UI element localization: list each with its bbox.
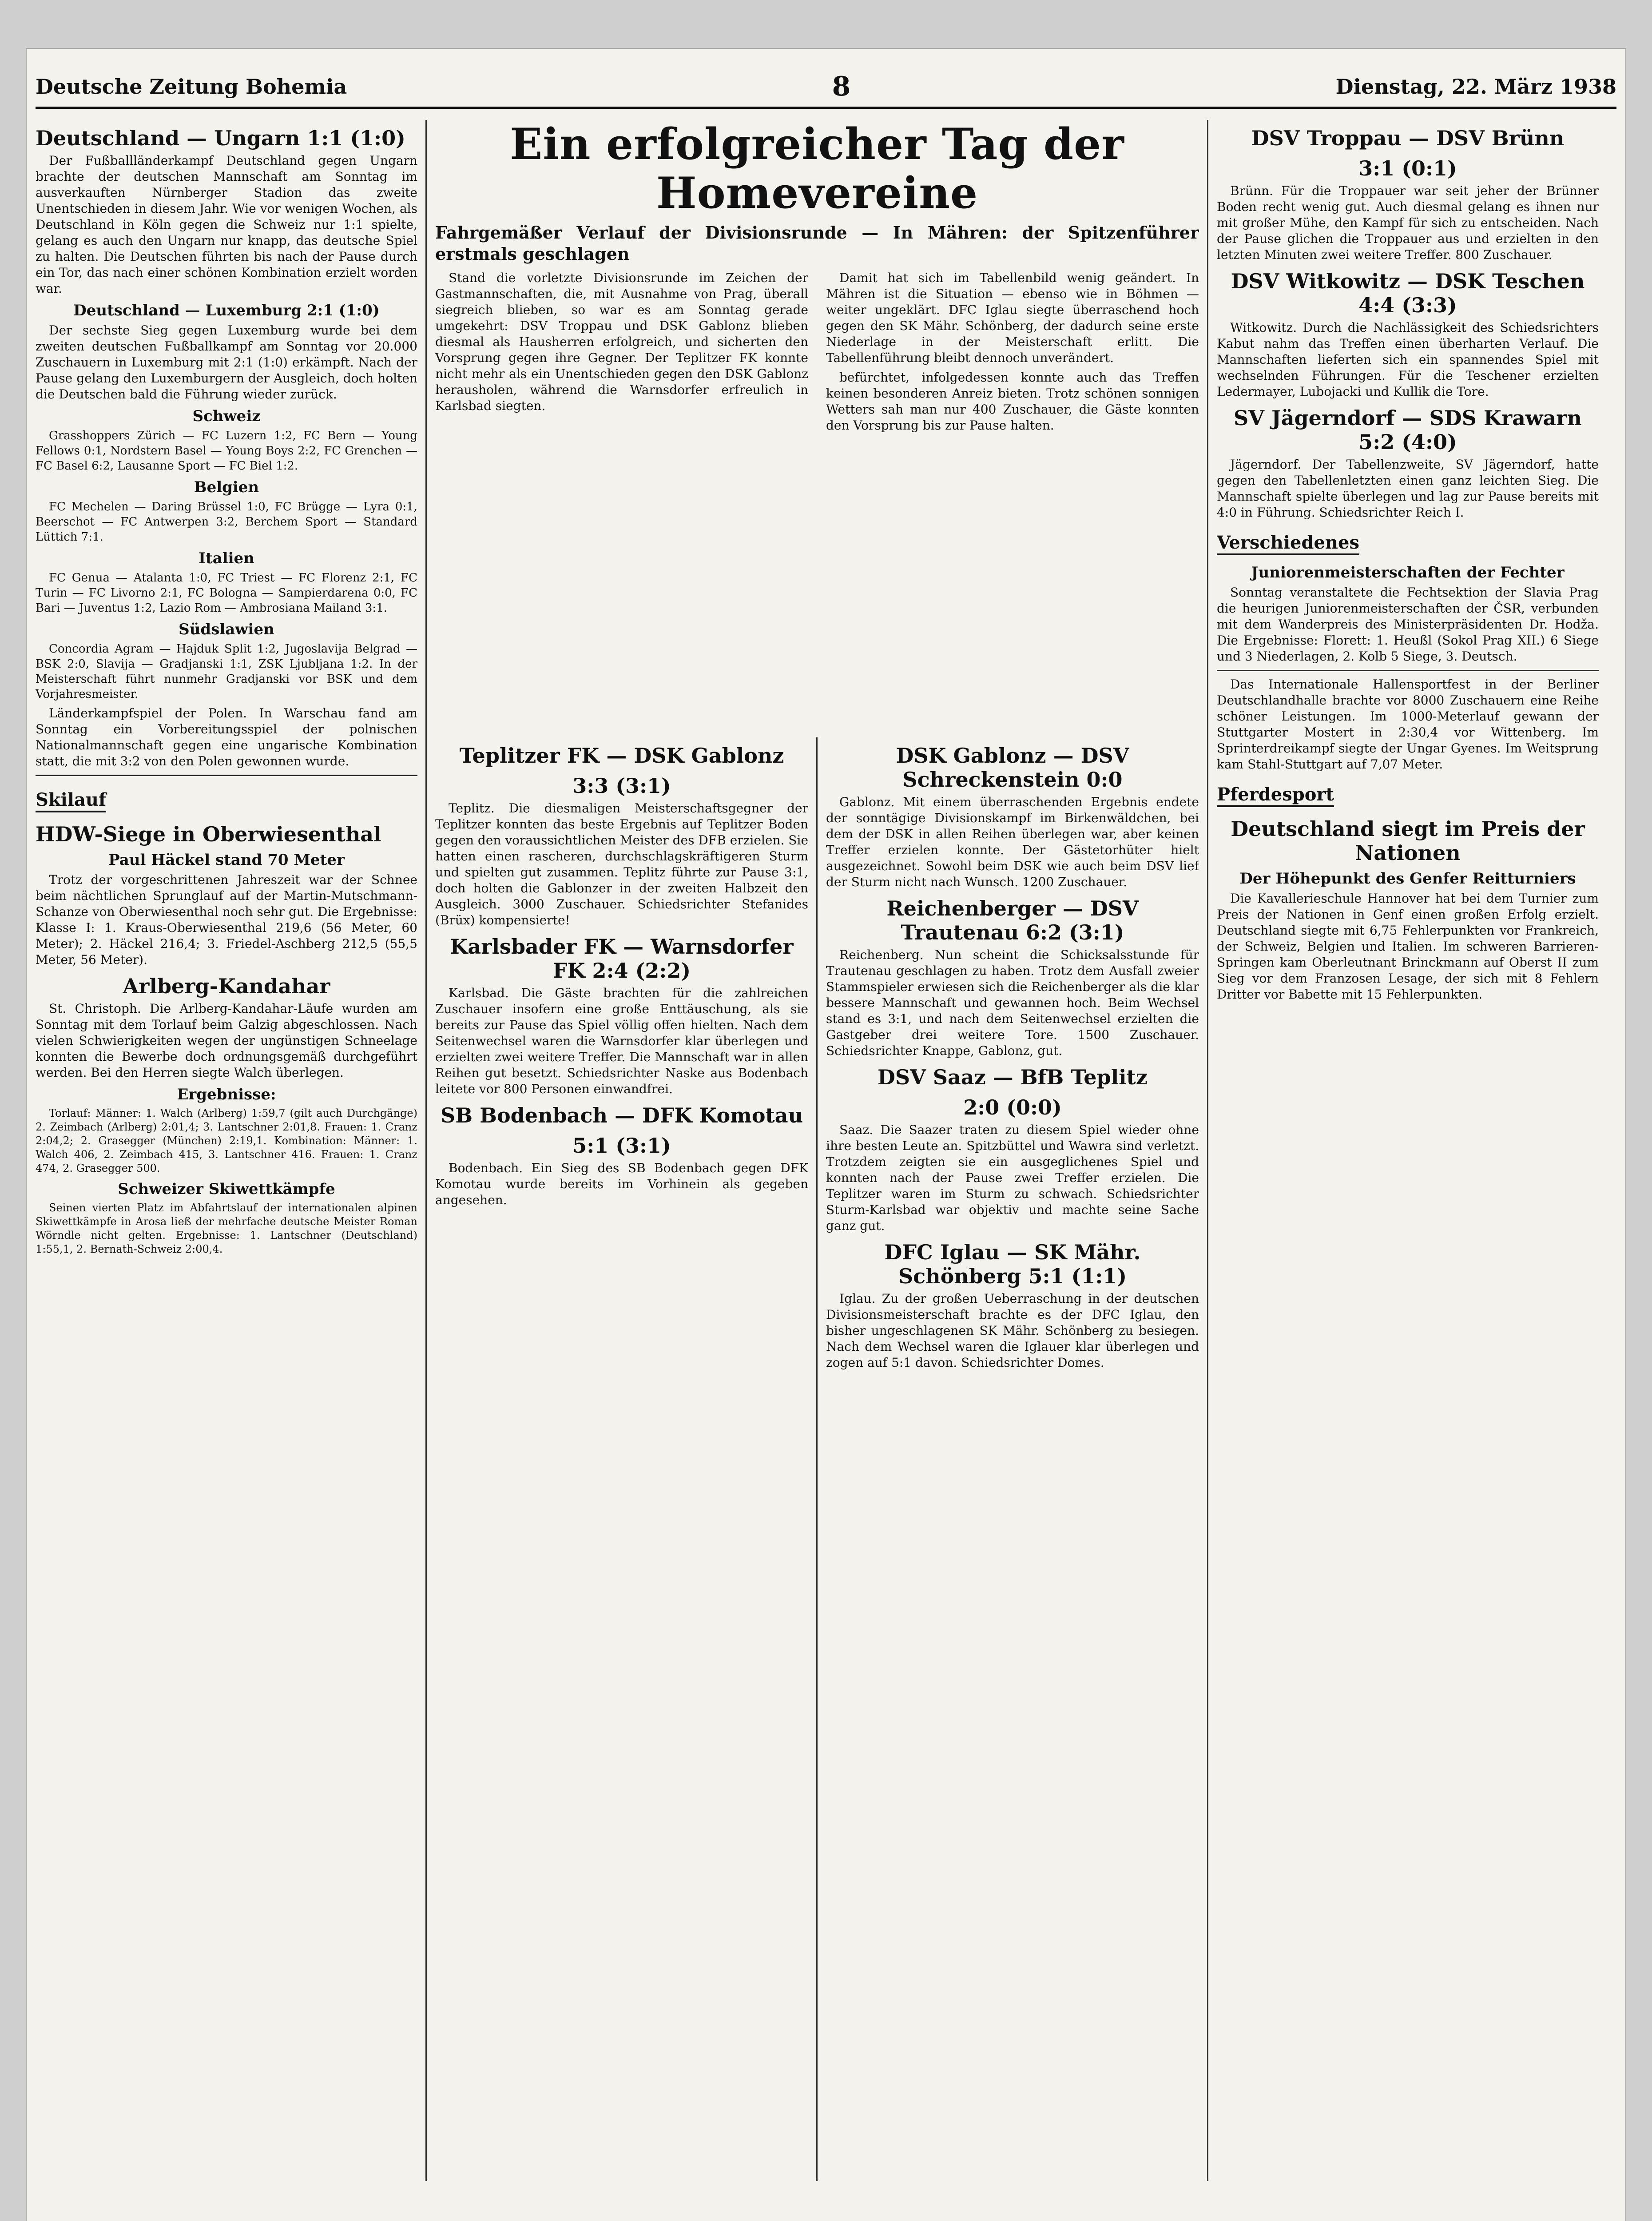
score-bodenbach: 5:1 (3:1) <box>572 1134 671 1158</box>
headline-reichenberg: Reichenberger — DSV Trautenau 6:2 (3:1) <box>886 896 1139 944</box>
article-teplitz: Teplitz. Die diesmaligen Meisterschaftsgegner der Teplitzer konnten das beste Ergebnis auf Teplitzer Boden gegen den voraussichtlichen Meister des DFB erzielen. Sie hatten einen rascheren, durchschlagskräftigeren Sturm und spielten gut zusammen. Teplitz führte zur Pause 3:1, doch holten die Gablonzer in der zweiten Halbzeit den Ausgleich. 3000 Zuschauer. Schiedsrichter Stefanides (Brüx) kompensierte! <box>435 801 808 927</box>
headline-schweiz: Schweiz <box>192 407 261 425</box>
lead-paragraph-3: befürchtet, infolgedessen konnte auch das Treffen keinen besonderen Anreiz bieten. Trotz schönen sonnigen Wetters sah man nur 400 Zuschauer, die Gäste konnten den Vorsprung bis zur Pause halten. <box>826 370 1199 433</box>
column-divider <box>425 120 427 2181</box>
headline-witkowitz: DSV Witkowitz — DSK Teschen 4:4 (3:3) <box>1231 269 1585 317</box>
section-skilauf: Skilauf <box>36 789 106 812</box>
article-saaz: Saaz. Die Saazer traten zu diesem Spiel wieder ohne ihre besten Leute an. Spitzbüttel und Wawra sind verletzt. Trotzdem zeigten sie ein ausgeglichenes Spiel und konnten nach der Pause zwei Treffer erzielen. Die Teplitzer waren im Sturm zu schwach. Schiedsrichter Sturm-Karlsbad war objektiv und machte seine Sache ganz gut. <box>826 1122 1199 1233</box>
divider <box>1217 670 1599 671</box>
article-hdw: Trotz der vorgeschrittenen Jahreszeit war der Schnee beim nächtlichen Sprunglauf auf der Martin-Mutschmann-Schanze von Oberwiesenthal noch sehr gut. Die Ergebnisse: Klasse I: 1. Kraus-Oberwiesenthal 219,6 (56 Meter, 60 Meter); 2. Häckel 216,4; 3. Friedel-Aschberg 212,5 (55,5 Meter, 56 Meter). <box>36 872 417 967</box>
results-label: Ergebnisse: <box>177 1086 276 1103</box>
divider <box>36 775 417 776</box>
main-subheadline: Fahrgemäßer Verlauf der Divisionsrunde — In Mähren: der Spitzenführer erstmals geschlagen <box>435 223 1199 264</box>
headline-suedslawien: Südslawien <box>179 621 274 638</box>
page-number: 8 <box>832 71 851 102</box>
lead-paragraph-1: Stand die vorletzte Divisionsrunde im Zeichen der Gastmannschaften, die, mit Ausnahme von Prag, überall siegreich blieben, so war es am Sonntag gerade umgekehrt: DSV Troppau und DSK Gablonz blieben diesmal als Hausherren erfolgreich, und sicherten den Vorsprung gegen ihre Gegner. Der Teplitzer FK konnte nicht mehr als ein Unentschieden gegen den DSK Gablonz herausholen, während die Warnsdorfer erfreulich in Karlsbad siegten. <box>435 271 808 413</box>
column-mid-right <box>826 737 1199 2181</box>
issue-date: Dienstag, 22. März 1938 <box>1335 75 1616 99</box>
column-left <box>36 120 417 2181</box>
headline-gablonz: DSK Gablonz — DSV Schreckenstein 0:0 <box>896 744 1129 792</box>
headline-schweizer-ski: Schweizer Skiwettkämpfe <box>118 1180 335 1198</box>
subheadline-hdw: Paul Häckel stand 70 Meter <box>108 851 345 869</box>
article-luxemburg: Der sechste Sieg gegen Luxemburg wurde bei dem zweiten deutschen Fußballkampf am Sonntag vor 20.000 Zuschauern in Luxemburg mit 2:1 (1:0) erkämpft. Nach der Pause gelang den Luxemburgern der Ausgleich, doch holten die Deutschen bald die Führung wieder zurück. <box>36 323 417 402</box>
article-genf: Die Kavallerieschule Hannover hat bei dem Turnier zum Preis der Nationen in Genf einen großen Erfolg erzielt. Deutschland siegte mit 6,75 Fehlerpunkten vor Frankreich, der Schweiz, Belgien und Italien. Im schweren Barrieren-Springen kam Oberleutnant Brinckmann auf Oberst II zum Sieg vor dem Franzosen Lesage, der sich mit 8 Fehlern Dritter vor Babette mit 15 Fehlerpunkten. <box>1217 891 1599 1002</box>
headline-fechter: Juniorenmeisterschaften der Fechter <box>1251 564 1565 581</box>
lead-story <box>435 120 1199 733</box>
headline-troppau: DSV Troppau — DSV Brünn <box>1251 126 1565 150</box>
article-hallensport: Das Internationale Hallensportfest in der Berliner Deutschlandhalle brachte vor 8000 Zuschauern eine Reihe schöner Leistungen. Im 1000-Meterlauf gewann der Stuttgarter Mostert in 2:30,4 vor Wittenberg. Im Sprinterdreikampf siegte der Ungar Gyenes. Im Weitsprung kam Stahl-Stuttgart auf 7,07 Meter. <box>1217 677 1599 772</box>
article-fechter: Sonntag veranstaltete die Fechtsektion der Slavia Prag die heurigen Juniorenmeisterschaften der ČSR, verbunden mit dem Wanderpreis des Ministerpräsidenten Dr. Hodža. Die Ergebnisse: Florett: 1. Heußl (Sokol Prag XII.) 6 Siege und 3 Niederlagen, 2. Kolb 5 Siege, 3. Deutsch. <box>1217 585 1599 664</box>
main-headline: Ein erfolgreicher Tag der Homevereine <box>510 120 1124 218</box>
section-verschiedenes: Verschiedenes <box>1217 532 1359 555</box>
column-divider <box>1207 120 1208 2181</box>
results-suedslawien: Concordia Agram — Hajduk Split 1:2, Jugoslavija Belgrad — BSK 2:0, Slavija — Gradjanski 1:1, ZSK Ljubljana 1:2. In der Meisterschaft führt nunmehr Gradjanski vor BSK und dem Vorjahresmeister. <box>36 642 417 701</box>
page-header <box>36 67 1616 109</box>
section-pferdesport: Pferdesport <box>1217 784 1334 807</box>
results-belgien: FC Mechelen — Daring Brüssel 1:0, FC Brügge — Lyra 0:1, Beerschot — FC Antwerpen 3:2, Berchem Sport — Standard Lüttich 7:1. <box>36 500 417 544</box>
score-teplitz: 3:3 (3:1) <box>572 774 671 798</box>
headline-jaegerndorf: SV Jägerndorf — SDS Krawarn 5:2 (4:0) <box>1234 406 1582 454</box>
lead-paragraph-2: Damit hat sich im Tabellenbild wenig geändert. In Mähren ist die Situation — ebenso wie in Böhmen — weiter ungeklärt. DFC Iglau siegte überraschend hoch gegen den SK Mähr. Schönberg, der dadurch seine erste Niederlage in der Meisterschaft erlitt. Die Tabellenführung bleibt dennoch unverändert. <box>826 271 1199 365</box>
article-troppau: Brünn. Für die Troppauer war seit jeher der Brünner Boden recht wenig gut. Auch diesmal gelang es ihnen nur mit großer Mühe, den Kampf für sich zu entscheiden. Nach der Pause glichen die Troppauer aus und erzielten in den letzten Minuten zwei weitere Treffer. 800 Zuschauer. <box>1217 183 1599 262</box>
column-mid-left <box>435 737 808 2181</box>
masthead-title: Deutsche Zeitung Bohemia <box>36 75 347 99</box>
column-divider <box>816 737 818 2181</box>
article-jaegerndorf: Jägerndorf. Der Tabellenzweite, SV Jägerndorf, hatte gegen den Tabellenletzten einen ganz leichten Sieg. Die Mannschaft spielte überlegen und lag zur Pause bereits mit 4:0 in Führung. Schiedsrichter Reich I. <box>1217 457 1599 520</box>
headline-karlsbad: Karlsbader FK — Warnsdorfer FK 2:4 (2:2) <box>450 935 794 983</box>
article-polen: Länderkampfspiel der Polen. In Warschau fand am Sonntag ein Vorbereitungsspiel der polnischen Nationalmannschaft gegen eine ungarische Kombination statt, die mit 3:2 von den Polen gewonnen wurde. <box>36 706 417 768</box>
results-italien: FC Genua — Atalanta 1:0, FC Triest — FC Florenz 2:1, FC Turin — FC Livorno 2:1, FC Bologna — Sampierdarena 0:0, FC Bari — Juventus 1:2, Lazio Rom — Ambrosiana Mailand 3:1. <box>36 571 417 615</box>
article-iglau: Iglau. Zu der großen Ueberraschung in der deutschen Divisionsmeisterschaft brachte es der DFC Iglau, den bisher ungeschlagenen SK Mähr. Schönberg zu besiegen. Nach dem Wechsel waren die Iglauer klar überlegen und zogen auf 5:1 davon. Schiedsrichter Domes. <box>826 1291 1199 1370</box>
results-arlberg: Torlauf: Männer: 1. Walch (Arlberg) 1:59,7 (gilt auch Durchgänge) 2. Zeimbach (Arlberg) 2:01,4; 3. Lantschner 2:01,8. Frauen: 1. Cranz 2:04,2; 2. Grasegger (München) 2:19,1. Kombination: Männer: 1. Walch 406, 2. Zeimbach 415, 3. Lantschner 416. Frauen: 1. Cranz 474, 2. Grasegger 500. <box>36 1107 417 1174</box>
article-karlsbad: Karlsbad. Die Gäste brachten für die zahlreichen Zuschauer insofern eine große Enttäuschung, als sie bereits zur Pause das Spiel völlig offen hielten. Nach dem Seitenwechsel waren die Warnsdorfer klar überlegen und erzielten zwei weitere Treffer. Die Mannschaft war in allen Reihen gut besetzt. Schiedsrichter Naske aus Bodenbach leitete vor 800 Personen einwandfrei. <box>435 986 808 1096</box>
headline-belgien: Belgien <box>194 478 259 496</box>
headline-saaz: DSV Saaz — BfB Teplitz <box>877 1065 1148 1089</box>
article-arlberg: St. Christoph. Die Arlberg-Kandahar-Läufe wurden am Sonntag mit dem Torlauf beim Galzig abgeschlossen. Nach vielen Schwierigkeiten wegen der ungünstigen Schneelage konnten die Bewerbe doch ordnungsgemäß durchgeführt werden. Bei den Herren siegte Walch überlegen. <box>36 1001 417 1080</box>
score-troppau: 3:1 (0:1) <box>1358 156 1457 180</box>
article-ungarn: Der Fußballländerkampf Deutschland gegen Ungarn brachte der deutschen Mannschaft am Sonntag im ausverkauften Nürnberger Stadion das zweite Unentschieden in diesem Jahr. Wie vor wenigen Wochen, als Deutschland in Köln gegen die Schweiz nur 1:1 spielte, gelang es auch den Ungarn nur knapp, das deutsche Spiel zu halten. Die Deutschen führten bis nach der Pause durch ein Tor, das nach einer schönen Kombination erzielt worden war. <box>36 153 417 296</box>
headline-arlberg: Arlberg-Kandahar <box>123 974 330 998</box>
article-witkowitz: Witkowitz. Durch die Nachlässigkeit des Schiedsrichters Kabut nahm das Treffen einen überharten Verlauf. Die Mannschaften lieferten sich ein spannendes Spiel mit wechselnden Führungen. Für die Teschener erzielten Ledermayer, Lubojacki und Kullik die Tore. <box>1217 320 1599 399</box>
article-bodenbach: Bodenbach. Ein Sieg des SB Bodenbach gegen DFK Komotau wurde bereits im Vorhinein als gegeben angesehen. <box>435 1161 808 1207</box>
headline-italien: Italien <box>199 549 254 567</box>
column-right <box>1217 120 1599 2181</box>
article-reichenberg: Reichenberg. Nun scheint die Schicksalsstunde für Trautenau geschlagen zu haben. Trotz dem Ausfall zweier Stammspieler erwiesen sich die Reichenberger als die klar bessere Mannschaft und gewannen hoch. Beim Wechsel stand es 3:1, und nach dem Seitenwechsel erzielten die Gastgeber drei weitere Tore. 1500 Zuschauer. Schiedsrichter Knappe, Gablonz, gut. <box>826 947 1199 1058</box>
headline-iglau: DFC Iglau — SK Mähr. Schönberg 5:1 (1:1) <box>884 1240 1141 1288</box>
headline-bodenbach: SB Bodenbach — DFK Komotau <box>440 1103 803 1127</box>
score-saaz: 2:0 (0:0) <box>963 1095 1062 1119</box>
article-schweizer-ski: Seinen vierten Platz im Abfahrtslauf der internationalen alpinen Skiwettkämpfe in Arosa ließ der mehrfache deutsche Meister Roman Wörndle nicht gelten. Ergebnisse: 1. Lantschner (Deutschland) 1:55,1, 2. Bernath-Schweiz 2:00,4. <box>36 1202 417 1255</box>
lead-body <box>435 270 1199 434</box>
subheadline-genf: Der Höhepunkt des Genfer Reitturniers <box>1239 870 1576 888</box>
headline-ungarn: Deutschland — Ungarn 1:1 (1:0) <box>36 126 405 150</box>
headline-teplitz: Teplitzer FK — DSK Gablonz <box>459 744 784 768</box>
headline-luxemburg: Deutschland — Luxemburg 2:1 (1:0) <box>73 302 380 319</box>
article-gablonz: Gablonz. Mit einem überraschenden Ergebnis endete der sonntägige Divisionskampf im Birkenwäldchen, bei dem der DSK in allen Reihen überlegen war, aber keinen Treffer erzielen konnte. Der Gästetorhüter hielt ausgezeichnet. Sowohl beim DSK wie auch beim DSV lief der Sturm nicht nach Wunsch. 1200 Zuschauer. <box>826 795 1199 889</box>
results-schweiz: Grasshoppers Zürich — FC Luzern 1:2, FC Bern — Young Fellows 0:1, Nordstern Basel — Young Boys 2:2, FC Grenchen — FC Basel 6:2, Lausanne Sport — FC Biel 1:2. <box>36 429 417 473</box>
headline-hdw: HDW-Siege in Oberwiesenthal <box>36 822 381 846</box>
headline-deutschland-nationen: Deutschland siegt im Preis der Nationen <box>1231 817 1585 865</box>
